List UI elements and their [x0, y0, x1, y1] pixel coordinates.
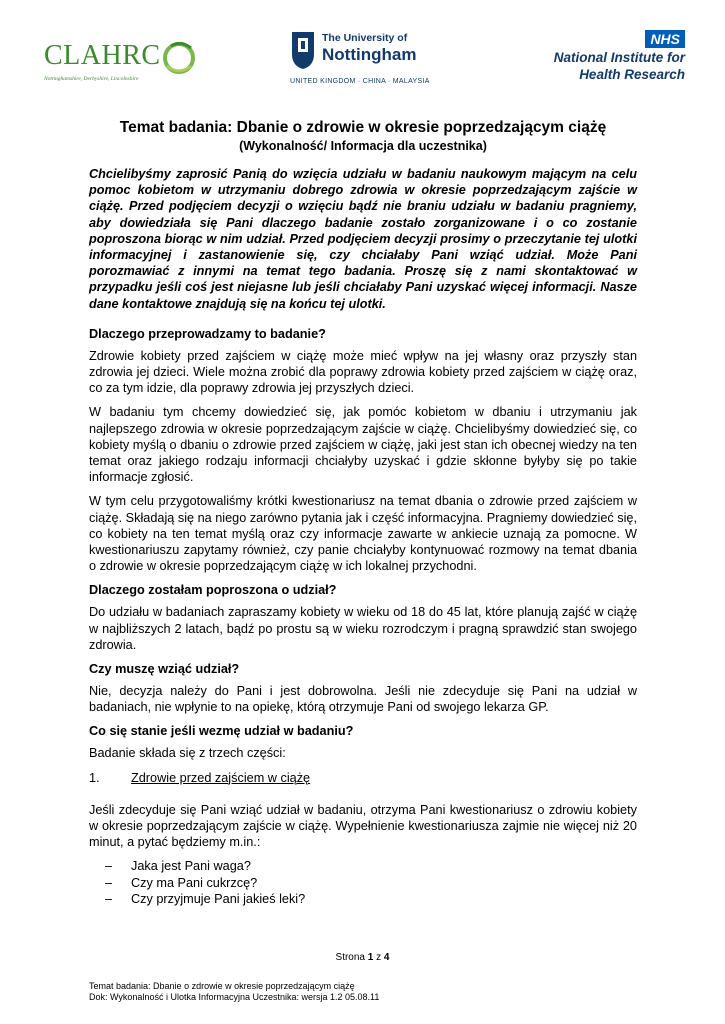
- page-label: Strona: [335, 952, 365, 963]
- numbered-item-text: Zdrowie przed zajściem w ciążę: [131, 770, 311, 785]
- page-of: z: [376, 952, 382, 963]
- footer-line1: Temat badania: Dbanie o zdrowie w okresie poprzedzającym ciążę: [89, 981, 355, 991]
- section-heading: Co się stanie jeśli wezmę udział w badaniu?: [89, 724, 354, 739]
- clahrc-tagline: Nottinghamshire, Derbyshire, Lincolnshire: [44, 76, 139, 82]
- page-total: 4: [383, 952, 390, 963]
- nottingham-line1: The University of: [322, 32, 408, 44]
- section-heading: Dlaczego przeprowadzamy to badanie?: [89, 326, 326, 341]
- clahrc-swirl-icon: [161, 38, 197, 78]
- dash-icon: –: [105, 859, 113, 874]
- dash-icon: –: [105, 875, 113, 890]
- paragraph: Badanie składa się z trzech części:: [89, 746, 286, 761]
- page-current: 1: [367, 952, 374, 963]
- footer-line2: Dok: Wykonalność i Ulotka Informacyjna Uczestnika: wersja 1.2 05.08.11: [89, 992, 380, 1002]
- list-item-text: Czy przyjmuje Pani jakieś leki?: [131, 891, 306, 906]
- section-heading: Czy muszę wziąć udział?: [89, 662, 240, 677]
- nottingham-crest-icon: [290, 30, 316, 70]
- clahrc-logo-name: CLAHRC: [44, 40, 161, 71]
- paragraph: W badaniu tym chcemy dowiedzieć się, jak pomóc kobietom w dbaniu i utrzymaniu jak najlepszego zdrowia w okresie poprzedzającym zajście w ciążę. Chcielibyśmy dowiedzieć się, co kobiety myślą o dbaniu o zdrowie przed zajściem w ciążę, jaki jest stan ich obecnej wiedzy na ten temat oraz jakiego rodzaju informacji chciałyby uzyskać i gdzie skłonne byłyby się po takie informacje zgłosić.: [89, 405, 637, 485]
- list-item: [105, 891, 637, 907]
- page-number: [0, 952, 725, 963]
- bullet-list: [89, 858, 637, 907]
- list-item-text: Czy ma Pani cukrzcę?: [131, 875, 258, 890]
- document-body: [89, 118, 637, 907]
- numbered-item-number: 1.: [89, 770, 100, 785]
- list-item-text: Jaka jest Pani waga?: [131, 859, 251, 874]
- paragraph: W tym celu przygotowaliśmy krótki kwestionariusz na temat dbania o zdrowie przed zajściem w ciążę. Składają się na niego zarówno pytania jak i część informacyjna. Pragniemy dowiedzieć się, co kobiety na ten temat myślą oraz czy informacje zawarte w ankiecie uznają za pomocne. W kwestionariuszu zapytamy również, czy panie chciałyby kontynuować rozmowy na temat dbania o zdrowie w okresie poprzedzającym ciążę w ich lokalnej przychodni.: [89, 494, 637, 574]
- paragraph: Jeśli zdecyduje się Pani wziąć udział w badaniu, otrzyma Pani kwestionariusz o zdrowiu kobiety w okresie poprzedzającym zajście w ciążę. Wypełnienie kwestionariusza zajmie nie więcej niż 20 minut, a pytać będziemy m.in.:: [89, 802, 637, 850]
- intro-paragraph: Chcielibyśmy zaprosić Panią do wzięcia udziału w badaniu naukowym mającym na celu pomoc kobietom w utrzymaniu dobrego zdrowia w okresie poprzedzającym zajście w ciążę. Przed podjęciem decyzji o wzięciu bądź nie braniu udziału w badaniu pragniemy, aby dowiedziała się Pani dlaczego badanie zostało zorganizowane i o co zostanie poproszona biorąc w nim udział. Przed podjęciem decyzji prosimy o przeczytanie tej ulotki informacyjnej i zastanowienie się, czy chciałaby Pani wziąć udział. Może Pani porozmawiać z innymi na temat tego badania. Proszę się z nami skontaktować w przypadku jeśli coś jest niejasne lub jeśli chciałaby Pani uzyskać więcej informacji. Nasze dane kontaktowe znajdują się na końcu tej ulotki.: [89, 167, 637, 311]
- page-subtitle: (Wykonalność/ Informacja dla uczestnika): [239, 139, 487, 153]
- paragraph: Nie, decyzja należy do Pani i jest dobrowolna. Jeśli nie zdecyduje się Pani na udział w badaniach, nie wpłynie to na opiekę, którą otrzymuje Pani od swojego lekarza GP.: [89, 684, 637, 715]
- section-heading: Dlaczego zostałam poproszona o udział?: [89, 583, 337, 598]
- nihr-logo: [525, 30, 685, 83]
- university-nottingham-logo: [290, 30, 450, 90]
- nottingham-line3: UNITED KINGDOM · CHINA · MALAYSIA: [290, 78, 430, 85]
- paragraph: Zdrowie kobiety przed zajściem w ciążę może mieć wpływ na jej własny oraz przyszły stan zdrowia jej dzieci. Wiele można zrobić dla poprawy zdrowia kobiety przed zajściem w ciążę oraz, co za tym idzie, dla poprawy zdrowia jej przyszłych dzieci.: [89, 348, 637, 396]
- header-logos: [0, 26, 725, 96]
- document-footer: [89, 981, 379, 1003]
- nihr-line2: Health Research: [579, 67, 685, 82]
- nihr-line1: National Institute for: [553, 50, 685, 65]
- dash-icon: –: [105, 891, 113, 906]
- numbered-item: [89, 770, 637, 786]
- paragraph: Do udziału w badaniach zapraszamy kobiety w wieku od 18 do 45 lat, które planują zajść w ciążę w najbliższych 2 latach, bądź po prostu są w wieku rozrodczym i pragną sprawdzić stan swojego zdrowia.: [89, 605, 637, 652]
- page-title: Temat badania: Dbanie o zdrowie w okresie poprzedzającym ciążę: [119, 119, 607, 136]
- clahrc-logo: [44, 36, 204, 94]
- nhs-badge: NHS: [645, 30, 685, 48]
- list-item: [105, 858, 637, 874]
- list-item: [105, 875, 637, 891]
- nottingham-line2: Nottingham: [322, 45, 417, 64]
